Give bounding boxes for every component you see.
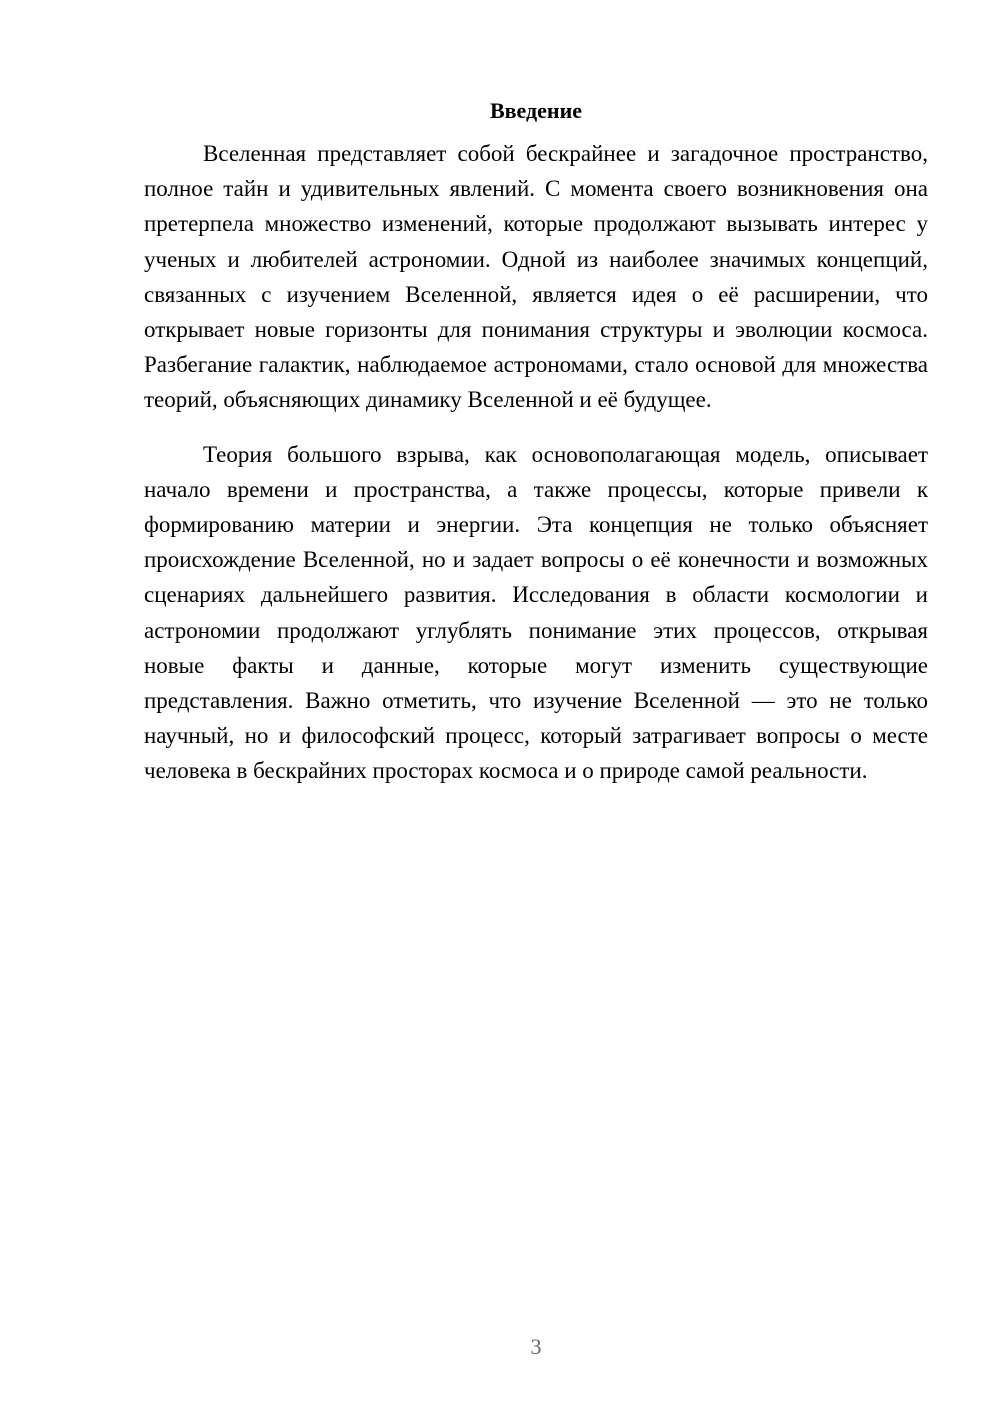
page-number: 3	[530, 1334, 542, 1359]
paragraph-2: Теория большого взрыва, как основополагающая модель, описывает начало времени и пространства, а также процессы, которые привели к формированию материи и энергии. Эта концепция не только объясняет происхождение Вселенной, но и задает вопросы о её конечности и возможных сценариях дальнейшего развития. Исследования в области космологии и астрономии продолжают углублять понимание этих процессов, открывая новые факты и данные, которые могут изменить существующие представления. Важно отметить, что изучение Вселенной — это не только научный, но и философский процесс, который затрагивает вопросы о месте человека в бескрайних просторах космоса и о природе самой реальности.	[144, 441, 928, 784]
paragraph-1: Вселенная представляет собой бескрайнее и загадочное пространство, полное тайн и удивительных явлений. С момента своего возникновения она претерпела множество изменений, которые продолжают вызывать интерес у ученых и любителей астрономии. Одной из наиболее значимых концепций, связанных с изучением Вселенной, является идея о её расширении, что открывает новые горизонты для понимания структуры и эволюции космоса. Разбегание галактик, наблюдаемое астрономами, стало основой для множества теорий, объясняющих динамику Вселенной и её будущее.	[144, 141, 928, 413]
section-heading: Введение	[489, 98, 583, 123]
document-body	[144, 96, 928, 789]
